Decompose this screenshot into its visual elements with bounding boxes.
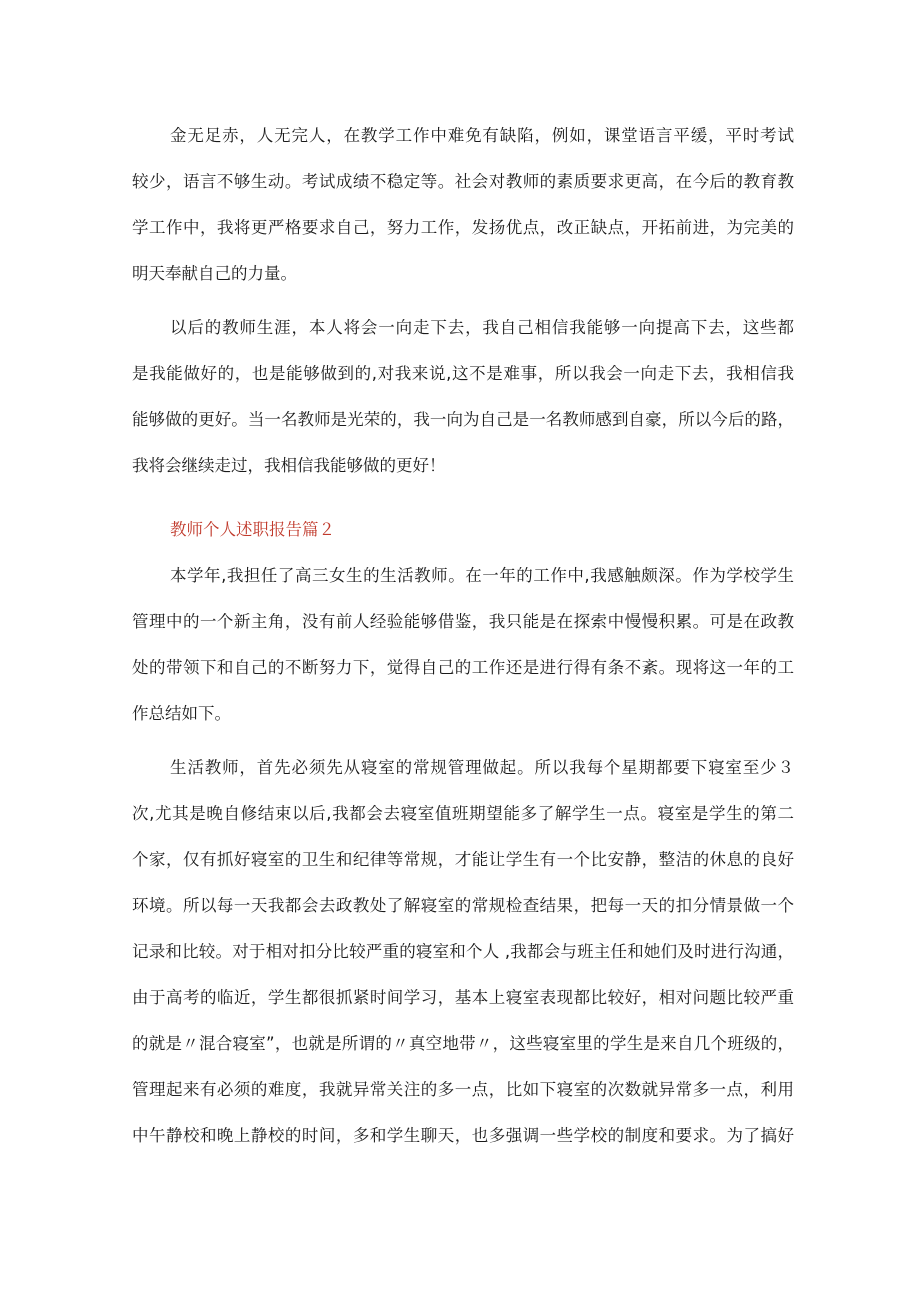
text-line: 中午静校和晚上静校的时间，多和学生聊天，也多强调一些学校的制度和要求。为了搞好 xyxy=(132,1126,794,1145)
text-line: 处的带领下和自己的不断努力下，觉得自己的工作还是进行得有条不紊。现将这一年的工 xyxy=(132,658,794,677)
paragraph-1 xyxy=(132,113,794,297)
paragraph-3 xyxy=(132,553,794,737)
paragraph-2 xyxy=(132,305,794,489)
text-line: 明天奉献自己的力量。 xyxy=(132,264,297,283)
text-line: 个家，仅有抓好寝室的卫生和纪律等常规，才能让学生有一个比安静，整洁的休息的良好 xyxy=(132,850,794,869)
text-line: 较少，语言不够生动。考试成绩不稳定等。社会对教师的素质要求更高，在今后的教育教 xyxy=(132,172,794,191)
text-line: 作总结如下。 xyxy=(132,704,231,723)
text-line: 管理中的一个新主角，没有前人经验能够借鉴，我只能是在探索中慢慢积累。可是在政教 xyxy=(132,612,794,631)
text-line: 我将会继续走过，我相信我能够做的更好！ xyxy=(132,456,446,475)
document-page xyxy=(132,113,794,1167)
text-line: 次,尤其是晚自修结束以后,我都会去寝室值班期望能多了解学生一点。寝室是学生的第二 xyxy=(132,804,794,823)
text-line: 由于高考的临近，学生都很抓紧时间学习，基本上寝室表现都比较好，相对问题比较严重 xyxy=(132,988,794,1007)
text-line: 本学年,我担任了高三女生的生活教师。在一年的工作中,我感触颇深。作为学校学生 xyxy=(170,566,794,585)
text-line: 记录和比较。对于相对扣分比较严重的寝室和个人 ,我都会与班主任和她们及时进行沟通， xyxy=(132,942,794,961)
text-line: 的就是〃混合寝室”，也就是所谓的〃真空地带〃，这些寝室里的学生是来自几个班级的， xyxy=(132,1034,794,1053)
text-line: 环境。所以每一天我都会去政教处了解寝室的常规检查结果，把每一天的扣分情景做一个 xyxy=(132,896,794,915)
text-line: 能够做的更好。当一名教师是光荣的，我一向为自己是一名教师感到自豪，所以今后的路， xyxy=(132,410,794,429)
text-line: 金无足赤，人无完人，在教学工作中难免有缺陷，例如，课堂语言平缓，平时考试 xyxy=(170,126,794,145)
text-line: 管理起来有必须的难度，我就异常关注的多一点，比如下寝室的次数就异常多一点，利用 xyxy=(132,1080,794,1099)
text-line: 以后的教师生涯，本人将会一向走下去，我自己相信我能够一向提高下去，这些都 xyxy=(170,318,794,337)
text-line: 学工作中，我将更严格要求自己，努力工作，发扬优点，改正缺点，开拓前进，为完美的 xyxy=(132,218,794,237)
paragraph-4 xyxy=(132,745,794,1159)
text-line: 是我能做好的，也是能够做到的,对我来说,这不是难事，所以我会一向走下去，我相信我 xyxy=(132,364,794,383)
text-line: 生活教师，首先必须先从寝室的常规管理做起。所以我每个星期都要下寝室至少３ xyxy=(170,758,794,777)
section-heading: 教师个人述职报告篇２ xyxy=(170,520,335,539)
